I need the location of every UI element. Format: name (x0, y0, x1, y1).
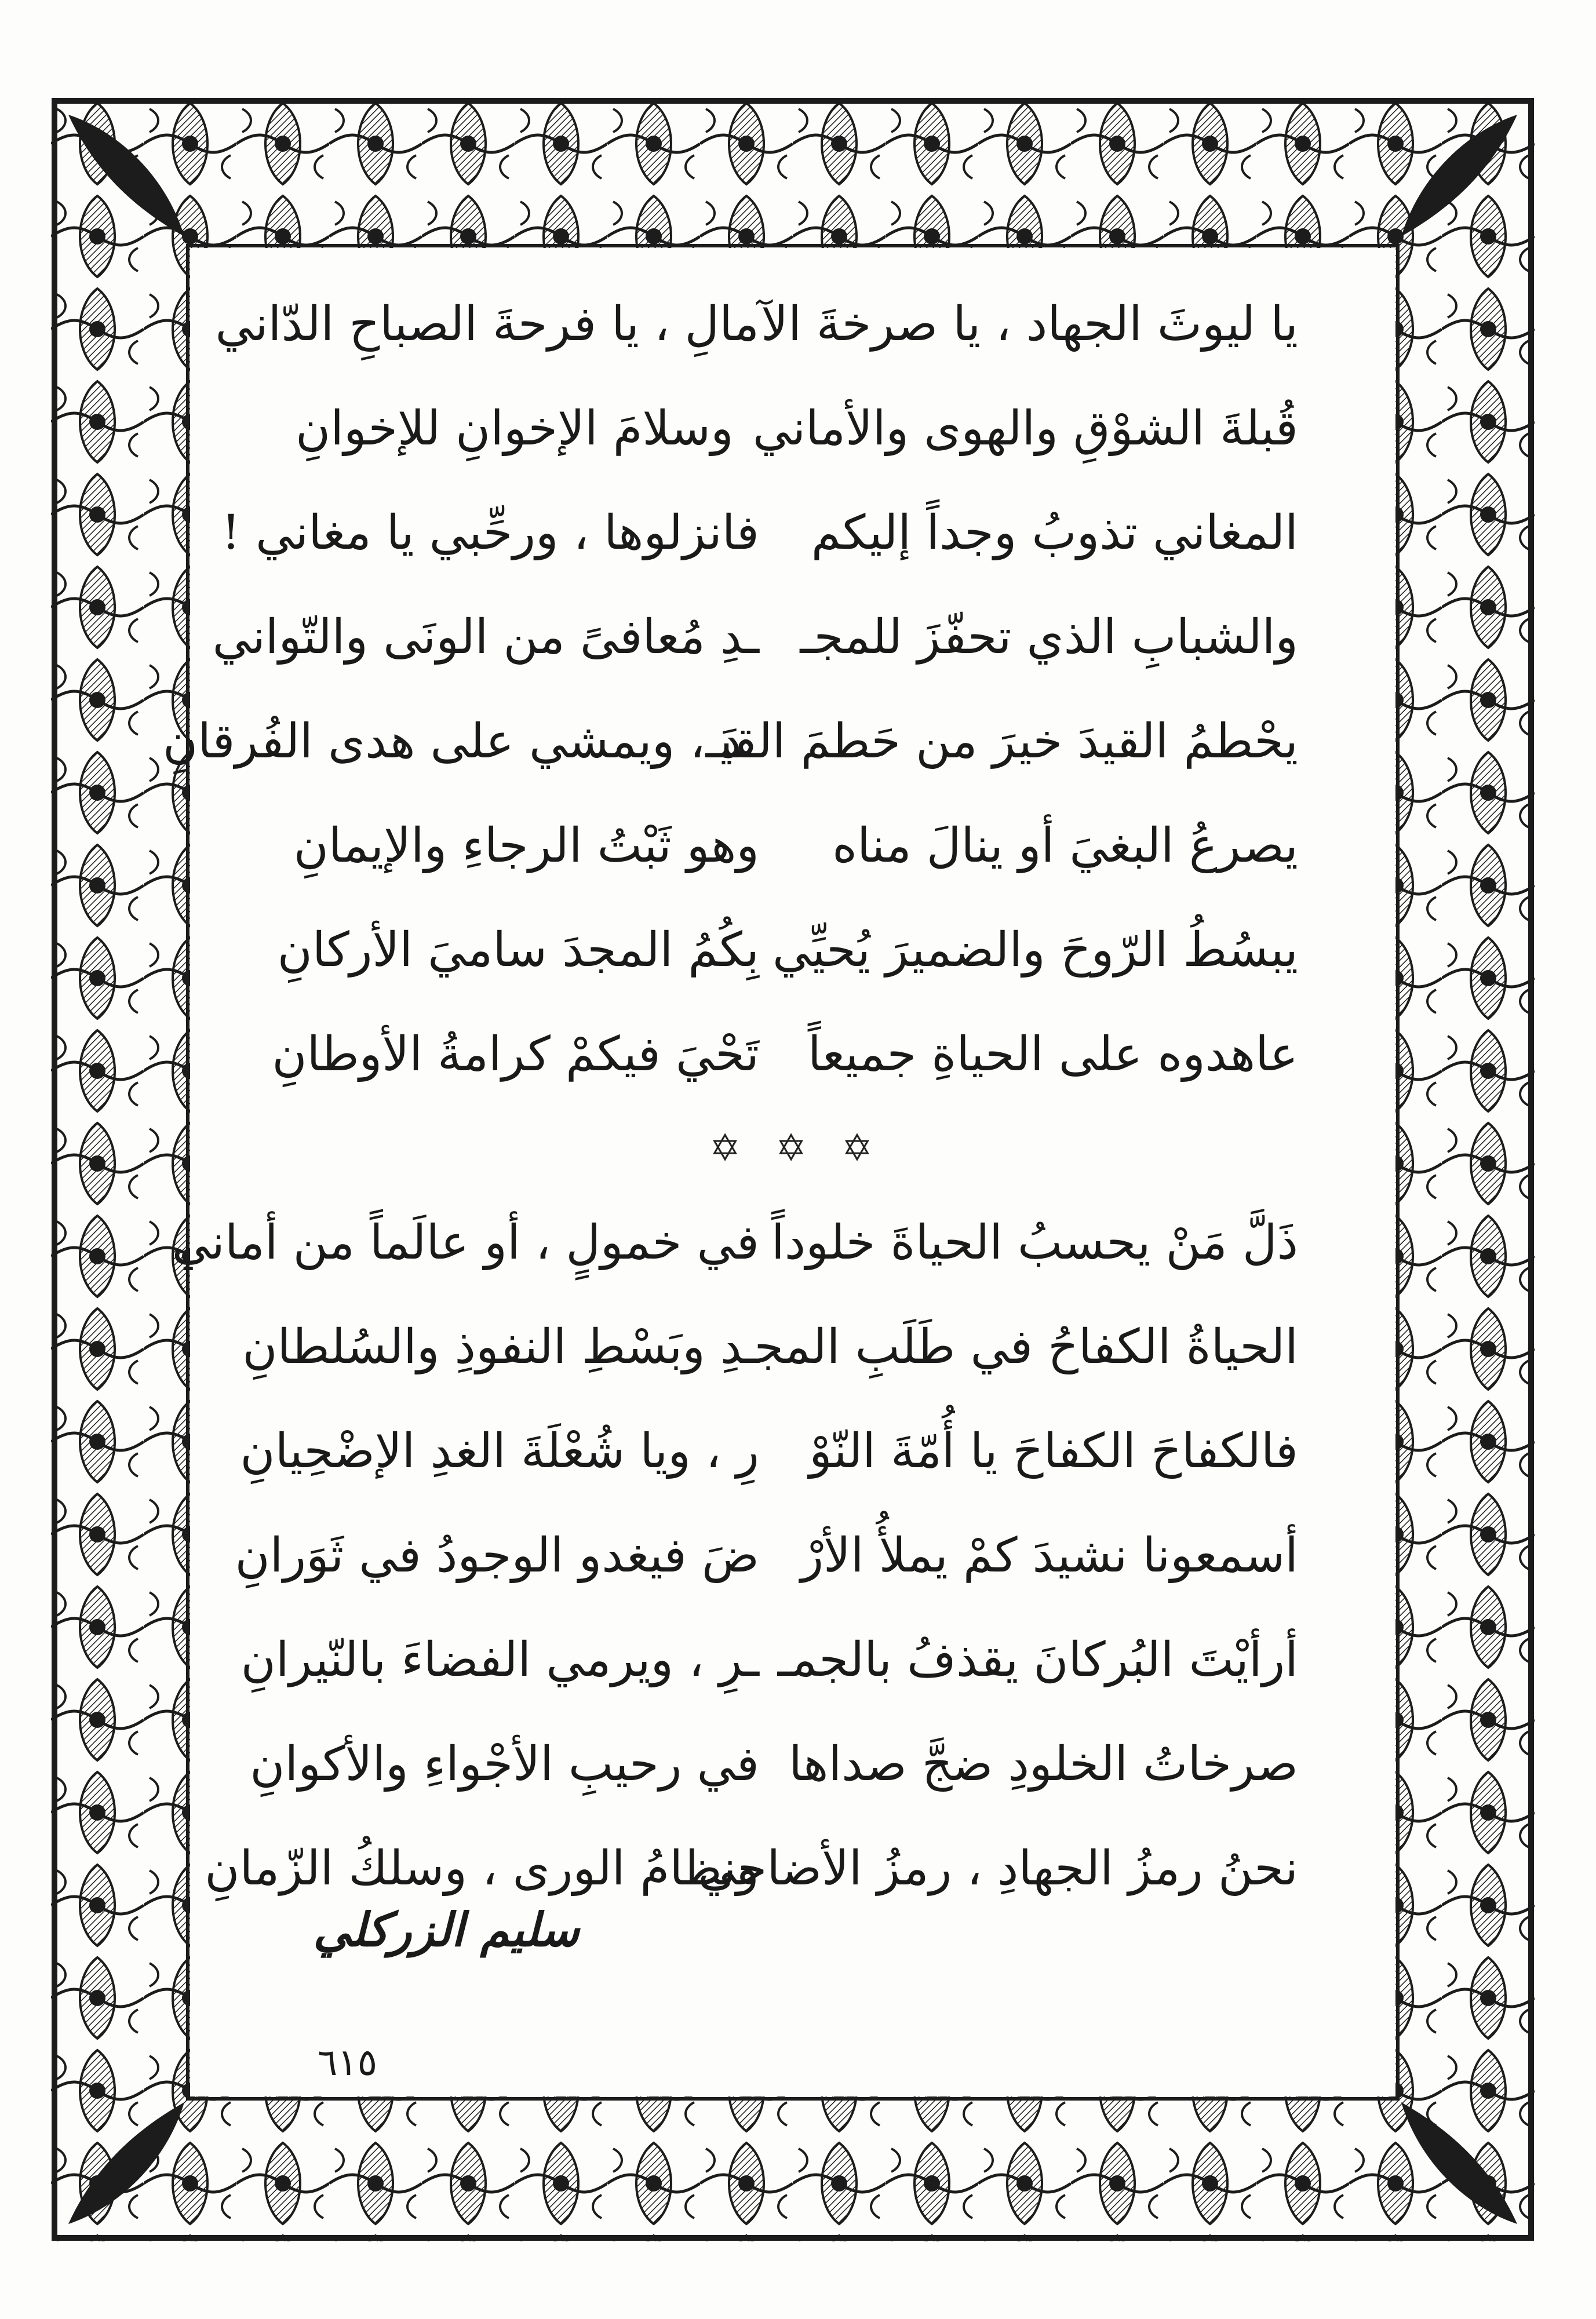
verse-first-half: يا ليوثَ الجهاد ، يا صرخةَ الآ (761, 296, 1298, 352)
verse-first-half: فالكفاحَ الكفاحَ يا أُمّةَ النّوْ (809, 1423, 1298, 1479)
poem-body (163, 272, 1298, 2098)
page-number: ٦١٥ (318, 2041, 378, 2084)
verse-second-half: ـدَ ، ويمشي على هدى الفُرقانِ (163, 713, 759, 769)
stanza-1 (163, 272, 1298, 1107)
verse (272, 1002, 1298, 1107)
verse (221, 481, 1298, 585)
verse (242, 1295, 1298, 1399)
verse-first-half: ذَلَّ مَنْ يحسبُ الحياةَ خلوداً (771, 1215, 1298, 1270)
verse (277, 898, 1298, 1002)
verse-second-half: فانزلوها ، ورحِّبي يا مغاني ! (221, 505, 759, 560)
verse (163, 690, 1298, 794)
verse (235, 1504, 1298, 1608)
stanza-2 (172, 1191, 1298, 1921)
verse-first-half: يبسُطُ الرّوحَ والضميرَ يُحيِّي (772, 922, 1298, 978)
verse-second-half: في خمولٍ ، أو عالَماً من أماني (172, 1215, 759, 1270)
verse-second-half: رِ ، ويا شُعْلَةَ الغدِ الإضْحِيانِ (240, 1423, 759, 1479)
verse (215, 272, 1298, 377)
verse-second-half: ـدِ مُعافىً من الونَى والتّواني (212, 609, 759, 665)
verse-first-half: والشبابِ الذي تحفّزَ للمجـ (800, 609, 1298, 665)
verse-first-half: المغاني تذوبُ وجداً إليكم (811, 505, 1298, 560)
verse-first-half: أرأيْتَ البُركانَ يقذفُ بالجمـ (777, 1632, 1298, 1687)
verse-first-half: قُبلةَ الشوْقِ والهوى والأماني (752, 400, 1298, 456)
verse-second-half: بِكُمُ المجدَ ساميَ الأركانِ (277, 922, 759, 978)
verse (293, 794, 1298, 898)
verse (212, 585, 1298, 690)
verse-first-half: أسمعونا نشيدَ كمْ يملأُ الأرْ (800, 1527, 1298, 1583)
verse-first-half: صرخاتُ الخلودِ ضجَّ صداها (789, 1736, 1298, 1792)
verse-second-half: ونظامُ الورى ، وسلكُ الزّمانِ (205, 1840, 759, 1896)
verse-second-half: مالِ ، يا فرحةَ الصباحِ الدّاني (215, 296, 759, 352)
poet-signature: سليم الزركلي (313, 1902, 580, 1957)
verse-second-half: ضَ فيغدو الوجودُ في ثَوَرانِ (235, 1527, 759, 1583)
verse (172, 1191, 1298, 1295)
verse-second-half: ـدِ وبَسْطِ النفوذِ والسُلطانِ (242, 1319, 759, 1374)
verse-first-half: نحنُ رمزُ الجهادِ ، رمزُ الأضاحي (698, 1840, 1298, 1896)
verse (241, 1608, 1298, 1712)
verse (240, 1399, 1298, 1504)
verse (296, 377, 1298, 481)
verse-second-half: تَحْيَ فيكمْ كرامةُ الأوطانِ (272, 1026, 759, 1082)
verse-second-half: وهو ثَبْتُ الرجاءِ والإيمانِ (293, 818, 759, 873)
verse-second-half: في رحيبِ الأجْواءِ والأكوانِ (250, 1736, 759, 1792)
verse-second-half: وسلامَ الإخوانِ للإخوانِ (296, 400, 734, 456)
verse-first-half: الحياةُ الكفاحُ في طَلَبِ المجـ (740, 1319, 1298, 1374)
stanza-separator-stars-icon: ✡ ✡ ✡ (709, 1127, 884, 1170)
verse-second-half: ـرِ ، ويرمي الفضاءَ بالنّيرانِ (241, 1632, 759, 1687)
verse-first-half: عاهدوه على الحياةِ جميعاً (807, 1026, 1298, 1082)
verse-first-half: يحْطمُ القيدَ خيرَ من حَطمَ القيـ (705, 713, 1298, 769)
verse (250, 1712, 1298, 1817)
verse-first-half: يصرعُ البغيَ أو ينالَ مناه (832, 818, 1298, 873)
